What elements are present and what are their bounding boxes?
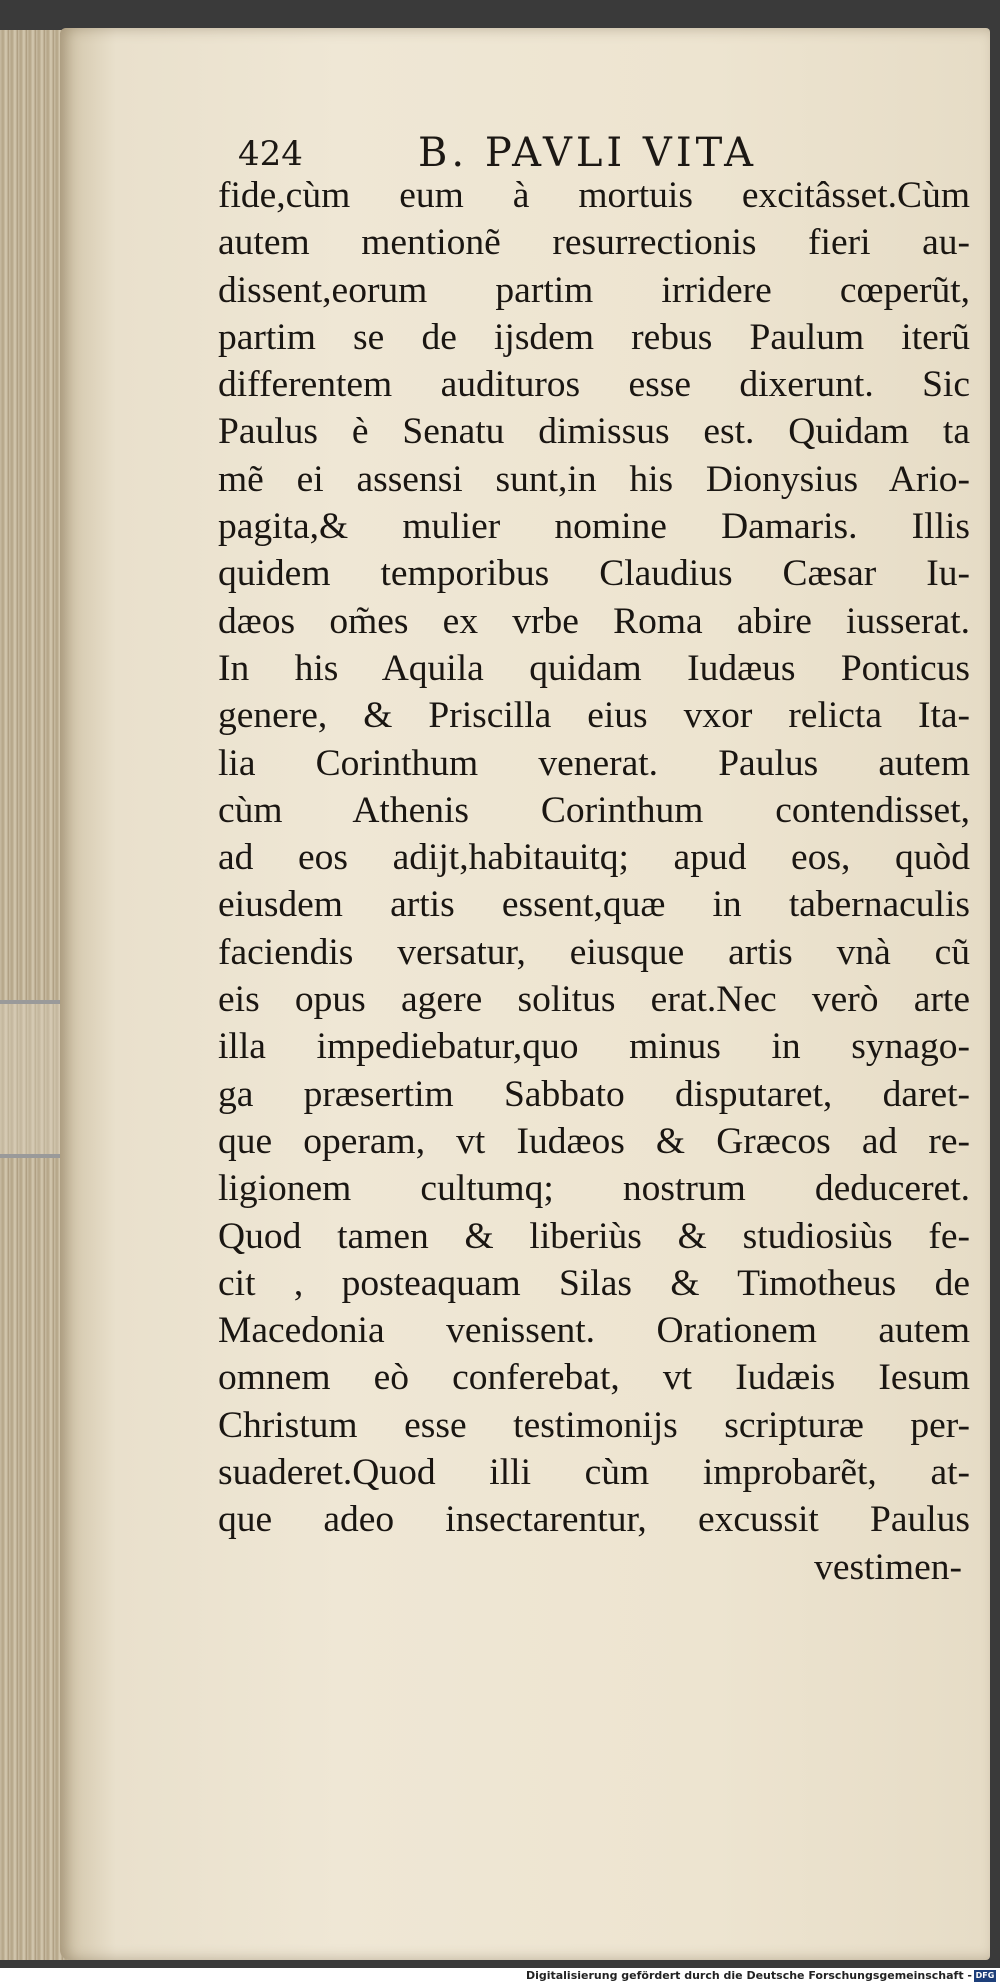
dfg-logo: DFG xyxy=(975,1971,995,1980)
text-line: differentem audituros esse dixerunt. Sic xyxy=(218,364,970,406)
text-line: Macedonia venissent. Orationem autem xyxy=(218,1310,970,1352)
text-line: que adeo insectarentur, excussit Paulus xyxy=(218,1499,970,1541)
text-line: eis opus agere solitus erat.Nec verò arte xyxy=(218,979,970,1021)
text-line: mẽ ei assensi sunt,in his Dionysius Ario- xyxy=(218,458,970,500)
text-line: ligionem cultumq; nostrum deduceret. xyxy=(218,1168,970,1210)
text-line: Christum esse testimonijs scripturæ per- xyxy=(218,1404,970,1446)
text-line: partim se de ijsdem rebus Paulum iterũ xyxy=(218,316,970,358)
text-line: genere, & Priscilla eius vxor relicta Ita- xyxy=(218,695,970,737)
text-line: omnem eò conferebat, vt Iudæis Iesum xyxy=(218,1357,970,1399)
footer-bar xyxy=(0,1968,1000,1985)
text-line: que operam, vt Iudæos & Græcos ad re- xyxy=(218,1120,970,1162)
text-line: ga præsertim Sabbato disputaret, daret- xyxy=(218,1073,970,1115)
text-line: fide,cùm eum à mortuis excitâsset.Cùm xyxy=(218,175,970,216)
text-line: autem mentionẽ resurrectionis fieri au- xyxy=(218,222,970,264)
text-line: cit , posteaquam Silas & Timotheus de xyxy=(218,1262,970,1304)
running-title: B. PAVLI VITA xyxy=(418,130,757,176)
text-line: cùm Athenis Corinthum contendisset, xyxy=(218,789,970,831)
text-line: illa impediebatur,quo minus in synago- xyxy=(218,1026,970,1068)
funding-credit: Digitalisierung gefördert durch die Deutsche Forschungsgemeinschaft - xyxy=(525,1969,972,1982)
text-line: In his Aquila quidam Iudæus Ponticus xyxy=(218,647,970,689)
text-line: dissent,eorum partim irridere cœperũt, xyxy=(218,269,970,311)
text-line: Quod tamen & liberiùs & studiosiùs fe- xyxy=(218,1215,970,1257)
text-line: quidem temporibus Claudius Cæsar Iu- xyxy=(218,553,970,595)
text-line: faciendis versatur, eiusque artis vnà cũ xyxy=(218,931,970,973)
text-line: dæos om̃es ex vrbe Roma abire iusserat. xyxy=(218,600,970,642)
text-line: pagita,& mulier nomine Damaris. Illis xyxy=(218,506,970,548)
text-line: Paulus è Senatu dimissus est. Quidam ta xyxy=(218,411,970,453)
text-line: suaderet.Quod illi cùm improbarẽt, at- xyxy=(218,1452,970,1494)
text-line: eiusdem artis essent,quæ in tabernaculis xyxy=(218,884,970,926)
body-text xyxy=(218,172,970,1591)
catchword: vestimen- xyxy=(814,1546,962,1588)
text-line: lia Corinthum venerat. Paulus autem xyxy=(218,742,970,784)
page-number: 424 xyxy=(238,134,303,174)
text-line: ad eos adijt,habitauitq; apud eos, quòd xyxy=(218,837,970,879)
